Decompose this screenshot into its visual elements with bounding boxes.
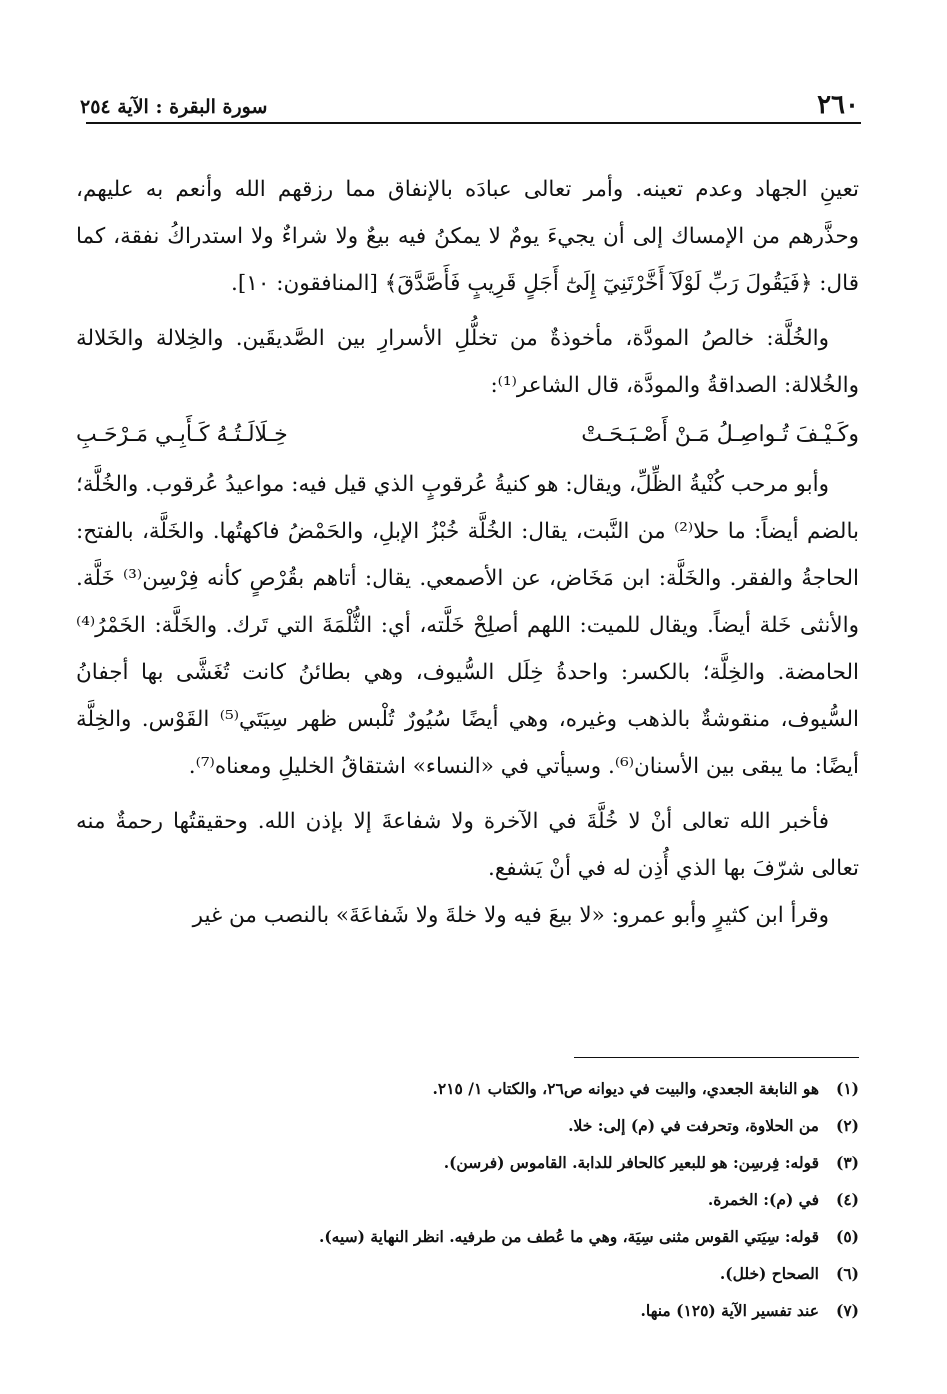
- footnote-1: [86, 1070, 859, 1107]
- verse-second-hemistich: خِـلَالَـتُـهُ كَـأَبِـي مَـرْحَـبِ: [76, 422, 288, 447]
- page-number: ٢٦٠: [817, 90, 859, 120]
- footnote-2: [86, 1107, 859, 1144]
- paragraph-4: فأخبر الله تعالى أنْ لا خُلَّةَ في الآخرة ولا شفاعةَ إلا بإذن الله. وحقيقتُها رحمةٌ منه تعالى شرّفَ بها الذي أُذِن له في أنْ يَشفع.: [76, 809, 859, 881]
- footnote-7: [86, 1292, 859, 1329]
- paragraph-1: تعينِ الجهاد وعدم تعينه. وأمر تعالى عبادَه بالإنفاق مما رزقهم الله وأنعم به عليهم، وحذَّرهم من الإمساك إلى أن يجيءَ يومٌ لا يمكنُ فيه بيعٌ ولا شراءٌ ولا استدراكُ نفقة، كما قال: ﴿فَيَقُولَ رَبِّ لَوْلَآ أَخَّرْتَنِيٓ إِلَىٰٓ أَجَلٍ قَرِيبٍ فَأَصَّدَّقَ﴾ [المنافقون: ١٠].: [76, 177, 859, 296]
- footnote-text: قوله: فِرسِن: هو للبعير كالحافر للدابة. القاموس (فرسن).: [443, 1153, 819, 1172]
- footnote-5: [86, 1218, 859, 1255]
- footnote-6: [86, 1255, 859, 1292]
- page-header: [80, 84, 859, 120]
- footnote-3: [86, 1144, 859, 1181]
- footnote-text: هو النابغة الجعدي، والبيت في ديوانه ص٢٦، والكتاب ١/ ٢١٥.: [432, 1079, 819, 1098]
- footnote-4: [86, 1181, 859, 1218]
- footnote-number: (٢): [835, 1116, 859, 1135]
- header-rule: [86, 122, 861, 124]
- poetry-verse: [76, 409, 859, 461]
- footnote-text: في (م): الخمرة.: [707, 1190, 819, 1209]
- footnote-text: عند تفسير الآية (١٢٥) منها.: [640, 1301, 819, 1320]
- footnote-text: من الحلاوة، وتحرفت في (م) إلى: خلا.: [568, 1116, 819, 1135]
- footnote-text: الصحاح (خلل).: [719, 1264, 819, 1283]
- paragraph-3: وأبو مرحب كُنْيةُ الظِّلِّ، ويقال: هو كنيةُ عُرقوبٍ الذي قيل فيه: مواعيدُ عُرقوب. والخُلَّة؛ بالضم أيضاً: ما حلا⁽²⁾ من النَّبت، يقال: الخُلَّة خُبْزُ الإبلِ، والحَمْضُ فاكهتُها. والخَلَّة، بالفتح: الحاجةُ والفقر. والخَلَّة: ابن مَخَاض، عن الأصمعي. يقال: أتاهم بقُرْصٍ كأنه فِرْسِن⁽³⁾ خَلَّة. والأنثى خَلة أيضاً. ويقال للميت: اللهم أصلِحْ خَلَّته، أي: الثُّلْمَةَ التي تَرك. والخَلَّة: الخَمْرُ⁽⁴⁾ الحامضة. والخِلَّة؛ بالكسر: واحدةُ خِلَل السُّيوف، وهي بطائنُ كانت تُغَشَّى بها أجفانُ السُّيوف، منقوشةٌ بالذهب وغيره، وهي أيضًا سُيُورٌ تُلْبس ظهر سِيَتَي⁽⁵⁾ القَوْس. والخِلَّة أيضًا: ما يبقى بين الأسنان⁽⁶⁾. وسيأتي في «النساء» اشتقاقُ الخليلِ ومعناه⁽⁷⁾.: [76, 472, 859, 779]
- paragraph-5: وقرأ ابن كثيرٍ وأبو عمرو: «لا بيعَ فيه ولا خلةَ ولا شَفاعَةَ» بالنصب من غير: [192, 903, 829, 928]
- footnote-number: (٥): [835, 1227, 859, 1246]
- footnote-rule: [574, 1057, 859, 1058]
- paragraph-2: والخُلَّة: خالصُ المودَّة، مأخوذةٌ من تخلُّلِ الأسرارِ بين الصَّديقَين. والخِلالة والخَلالة والخُلالة: الصداقةُ والمودَّة، قال الشاعر⁽¹⁾:: [76, 326, 859, 398]
- footnote-number: (٤): [835, 1190, 859, 1209]
- footnote-number: (٣): [835, 1153, 859, 1172]
- main-text: [76, 166, 859, 939]
- footnote-number: (١): [835, 1079, 859, 1098]
- footnotes: [86, 1070, 859, 1329]
- footnote-number: (٦): [835, 1264, 859, 1283]
- running-head: سورة البقرة : الآية ٢٥٤: [80, 96, 268, 118]
- footnote-number: (٧): [835, 1301, 859, 1320]
- footnote-text: قوله: سِيَتي القوس مثنى سِيَة، وهي ما عُطف من طرفيه. انظر النهاية (سيه).: [318, 1227, 819, 1246]
- verse-first-hemistich: وكَـيْـفَ تُـواصِـلُ مَـنْ أَصْـبَـحَـتْ: [581, 422, 859, 447]
